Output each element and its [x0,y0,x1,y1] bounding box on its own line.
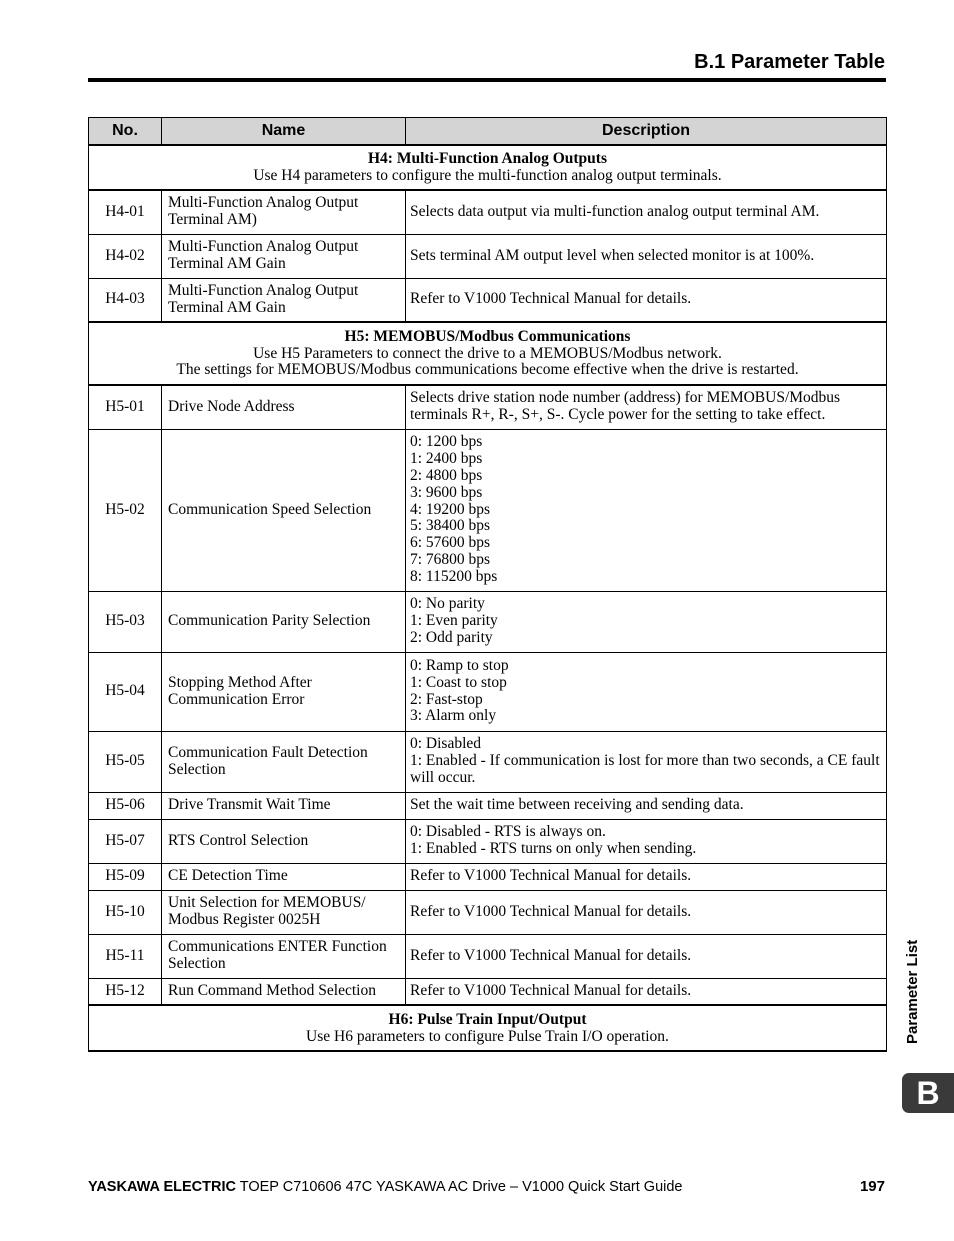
parameter-description [406,652,887,731]
table-row [89,792,887,819]
table-header-row [89,118,887,146]
parameter-number: H5-03 [89,591,162,652]
parameter-number: H4-03 [89,278,162,322]
parameter-name: Multi-Function Analog Output Terminal AM) [162,190,406,234]
section-title: H6: Pulse Train Input/Output [388,1010,587,1028]
parameter-description [406,890,887,934]
description-line: Selects data output via multi-function analog output terminal AM. [410,202,820,220]
table-row [89,934,887,978]
table-row [89,591,887,652]
parameter-number: H5-12 [89,978,162,1005]
section-header-row [89,322,887,385]
table-row [89,278,887,322]
parameter-table [88,117,887,1052]
description-line: 5: 38400 bps [410,517,491,535]
column-header-name: Name [162,118,406,146]
parameter-description [406,190,887,234]
description-line: 4: 19200 bps [410,500,491,518]
parameter-description [406,591,887,652]
page-number: 197 [859,1178,885,1195]
parameter-number: H5-10 [89,890,162,934]
description-line: 1: Enabled - RTS turns on only when sending. [410,840,697,857]
section-header-row [89,145,887,190]
description-line: 1: Coast to stop [410,673,507,691]
parameter-number: H5-02 [89,429,162,591]
parameter-description [406,234,887,278]
parameter-name: Multi-Function Analog Output Terminal AM Gain [162,278,406,322]
column-header-description: Description [406,118,887,146]
column-header-no: No. [89,118,162,146]
parameter-name: Communication Fault Detection Selection [162,731,406,792]
description-line: 3: Alarm only [410,707,497,725]
parameter-description [406,819,887,863]
description-line: 0: Disabled [410,735,482,753]
table-row [89,978,887,1005]
description-line: Refer to V1000 Technical Manual for details. [410,867,692,885]
description-line: 3: 9600 bps [410,483,483,501]
section-description-line: The settings for MEMOBUS/Modbus communications become effective when the drive is restarted. [176,361,799,379]
side-tab-label: Parameter List [904,939,921,1044]
parameter-name: Multi-Function Analog Output Terminal AM Gain [162,234,406,278]
table-row [89,731,887,792]
table-row [89,819,887,863]
description-line: 2: 4800 bps [410,467,483,484]
parameter-name: CE Detection Time [162,863,406,890]
section-header-cell [89,145,887,190]
table-row [89,890,887,934]
section-title: H4: Multi-Function Analog Outputs [368,150,607,168]
table-row [89,385,887,429]
parameter-name: Communication Speed Selection [162,429,406,591]
parameter-description [406,278,887,322]
description-line: Selects drive station node number (address) for MEMOBUS/Modbus terminals R+, R-, S+, S-. Cycle power for the setting to take effect. [410,389,841,424]
parameter-number: H5-07 [89,819,162,863]
description-line: 2: Fast-stop [410,690,483,708]
parameter-name: Communications ENTER Function Selection [162,934,406,978]
description-line: 8: 115200 bps [410,567,498,585]
description-line: 6: 57600 bps [410,534,491,552]
footer-doc: TOEP C710606 47C YASKAWA AC Drive – V1000 Quick Start Guide [235,1179,683,1195]
table-row [89,429,887,591]
parameter-name: Stopping Method After Communication Error [162,652,406,731]
description-line: Refer to V1000 Technical Manual for details. [410,981,692,999]
table-row [89,652,887,731]
description-line: 1: Enabled - If communication is lost for more than two seconds, a CE fault will occur. [410,752,880,786]
description-line: Refer to V1000 Technical Manual for details. [410,946,692,964]
table-body [89,145,887,1051]
parameter-description [406,934,887,978]
parameter-description [406,792,887,819]
description-line: 1: Even parity [410,612,498,630]
footer-company: YASKAWA ELECTRIC [88,1179,236,1195]
description-line: Sets terminal AM output level when selected monitor is at 100%. [410,246,815,264]
parameter-number: H4-02 [89,234,162,278]
parameter-name: Drive Node Address [162,385,406,429]
parameter-number: H4-01 [89,190,162,234]
description-line: 7: 76800 bps [410,550,491,568]
parameter-number: H5-05 [89,731,162,792]
section-title: H5: MEMOBUS/Modbus Communications [344,327,631,345]
table-row [89,234,887,278]
section-description-line: Use H4 parameters to configure the multi-function analog output terminals. [253,167,722,184]
parameter-number: H5-06 [89,792,162,819]
parameter-name: Run Command Method Selection [162,978,406,1005]
table-row [89,190,887,234]
parameter-name: Drive Transmit Wait Time [162,792,406,819]
section-description-line: Use H5 Parameters to connect the drive to a MEMOBUS/Modbus network. [253,344,722,362]
parameter-description [406,429,887,591]
section-header-cell [89,1005,887,1051]
parameter-name: RTS Control Selection [162,819,406,863]
page-title: B.1 Parameter Table [694,51,885,73]
description-line: 0: Disabled - RTS is always on. [410,823,606,841]
description-line: 2: Odd parity [410,628,493,646]
parameter-number: H5-11 [89,934,162,978]
parameter-number: H5-09 [89,863,162,890]
parameter-description [406,385,887,429]
parameter-number: H5-01 [89,385,162,429]
parameter-name: Communication Parity Selection [162,591,406,652]
description-line: Set the wait time between receiving and sending data. [410,796,744,814]
parameter-description [406,978,887,1005]
description-line: Refer to V1000 Technical Manual for details. [410,902,692,920]
description-line: 0: Ramp to stop [410,656,509,674]
description-line: Refer to V1000 Technical Manual for details. [410,290,692,308]
section-header-row [89,1005,887,1051]
parameter-name: Unit Selection for MEMOBUS/ Modbus Register 0025H [162,890,406,934]
description-line: 0: 1200 bps [410,433,483,451]
table-row [89,863,887,890]
parameter-description [406,863,887,890]
header-rule [88,78,886,82]
description-line: 0: No parity [410,595,485,613]
parameter-number: H5-04 [89,652,162,731]
section-description-line: Use H6 parameters to configure Pulse Train I/O operation. [306,1027,669,1045]
description-line: 1: 2400 bps [410,450,483,468]
footer-text [88,1179,683,1195]
parameter-description [406,731,887,792]
chapter-tab-b: B [902,1073,954,1113]
section-header-cell [89,322,887,385]
